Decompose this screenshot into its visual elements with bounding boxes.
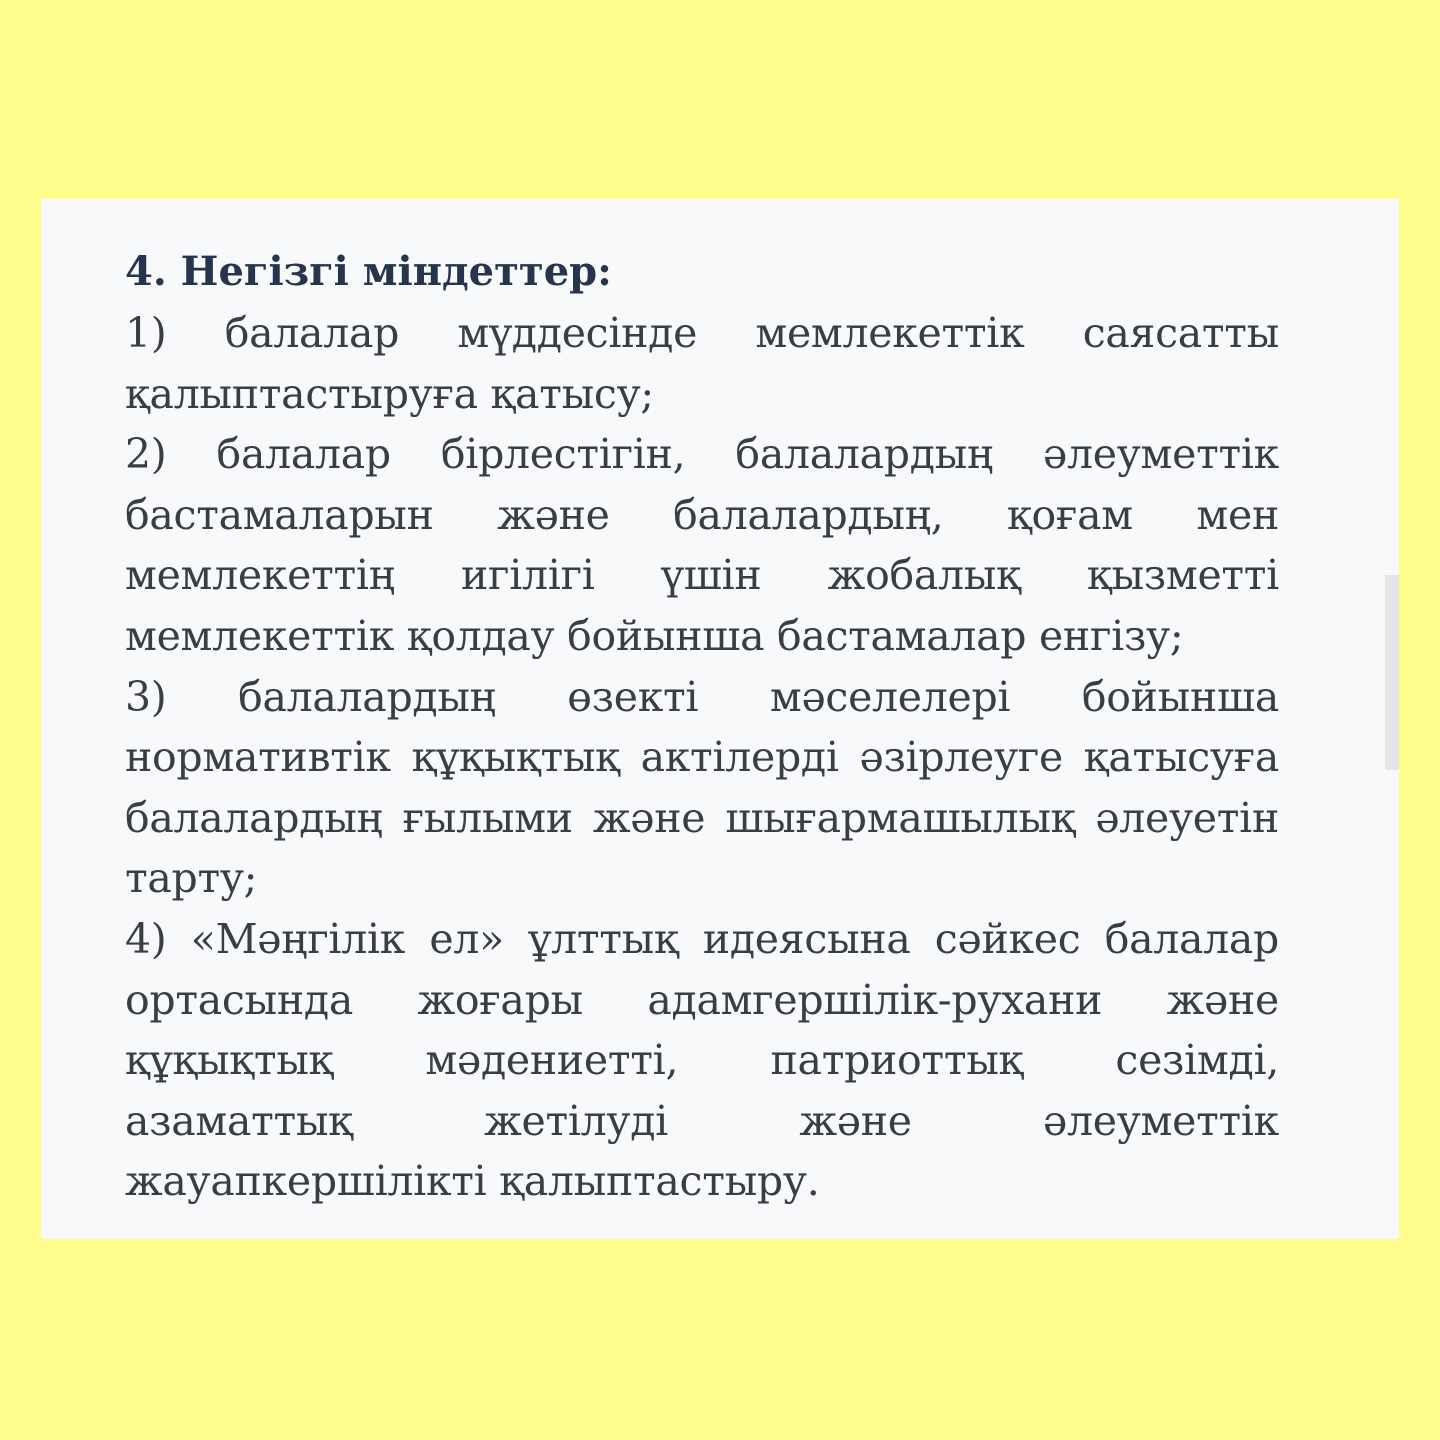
list-item-3: 3) балалардың өзекті мәселелері бойынша нормативтік құқықтық актілерді әзірлеуге қатысуға балалардың ғылыми және шығармашылық әлеуетін тарту;	[125, 672, 1279, 903]
list-item-4: 4) «Мәңгілік ел» ұлттық идеясына сәйкес балалар ортасында жоғары адамгершілік-рухани және құқықтық мәдениетті, патриоттық сезімді, азаматтық жетілуді және әлеуметтік жауапкершілікті қалыптастыру.	[125, 914, 1279, 1206]
section-heading: 4. Негізгі міндеттер:	[125, 248, 612, 295]
list-item-1: 1) балалар мүддесінде мемлекеттік саясатты қалыптастыруға қатысу;	[125, 309, 1279, 418]
document-card	[41, 199, 1399, 1239]
list-item-2: 2) балалар бірлестігін, балалардың әлеуметтік бастамаларын және балалардың, қоғам мен мемлекеттің игілігі үшін жобалық қызметті мемлекеттік қолдау бойынша бастамалар енгізу;	[125, 430, 1279, 660]
scrollbar[interactable]	[1385, 575, 1399, 770]
